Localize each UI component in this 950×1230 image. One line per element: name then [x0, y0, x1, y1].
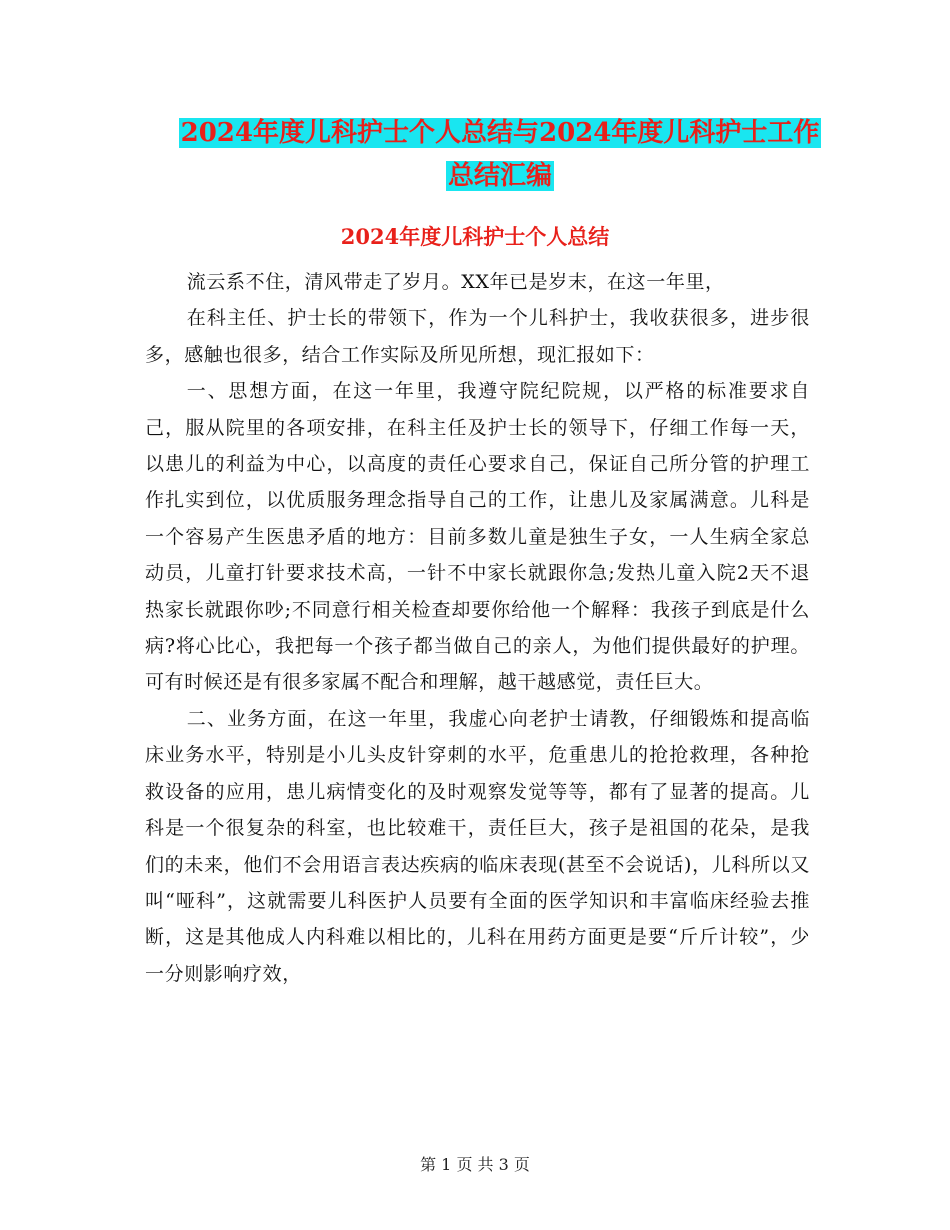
- document-body: [145, 264, 810, 992]
- paragraph: 在科主任、护士长的带领下，作为一个儿科护士，我收获很多，进步很多，感触也很多，结合工作实际及所见所想，现汇报如下：: [145, 307, 810, 366]
- document-title-text-1: 2024年度儿科护士个人总结与2024年度儿科护士工作: [180, 118, 820, 148]
- paragraph: 二、业务方面，在这一年里，我虚心向老护士请教，仔细锻炼和提高临床业务水平，特别是小儿头皮针穿刺的水平，危重患儿的抢抢救理，各种抢救设备的应用，患儿病情变化的及时观察发觉等等，都有了显著的提高。儿科是一个很复杂的科室，也比较难干，责任巨大，孩子是祖国的花朵，是我们的未来，他们不会用语言表达疾病的临床表现(甚至不会说话)，儿科所以又叫“哑科”，这就需要儿科医护人员要有全面的医学知识和丰富临床经验去推断，这是其他成人内科难以相比的，儿科在用药方面更是要“斤斤计较”，少一分则影响疗效，: [145, 707, 810, 985]
- paragraph: 流云系不住，清风带走了岁月。XX年已是岁末，在这一年里，: [186, 271, 725, 293]
- paragraph: 一、思想方面，在这一年里，我遵守院纪院规，以严格的标准要求自己，服从院里的各项安排，在科主任及护士长的领导下，仔细工作每一天，以患儿的利益为中心，以高度的责任心要求自己，保证自己所分管的护理工作扎实到位，以优质服务理念指导自己的工作，让患儿及家属满意。儿科是一个容易产生医患矛盾的地方：目前多数儿童是独生子女，一人生病全家总动员，儿童打针要求技术高，一针不中家长就跟你急;发热儿童入院2天不退热家长就跟你吵;不同意行相关检查却要你给他一个解释：我孩子到底是什么病?将心比心，我把每一个孩子都当做自己的亲人，为他们提供最好的护理。可有时候还是有很多家属不配合和理解，越干越感觉，责任巨大。: [145, 380, 810, 694]
- section-heading: 2024年度儿科护士个人总结: [340, 224, 610, 249]
- document-title-line-2: [140, 153, 860, 199]
- document-title-line-1: [140, 110, 860, 156]
- document-title-text-2: 总结汇编: [447, 161, 552, 191]
- page-number-footer: 第 1 页 共 3 页: [420, 1155, 530, 1174]
